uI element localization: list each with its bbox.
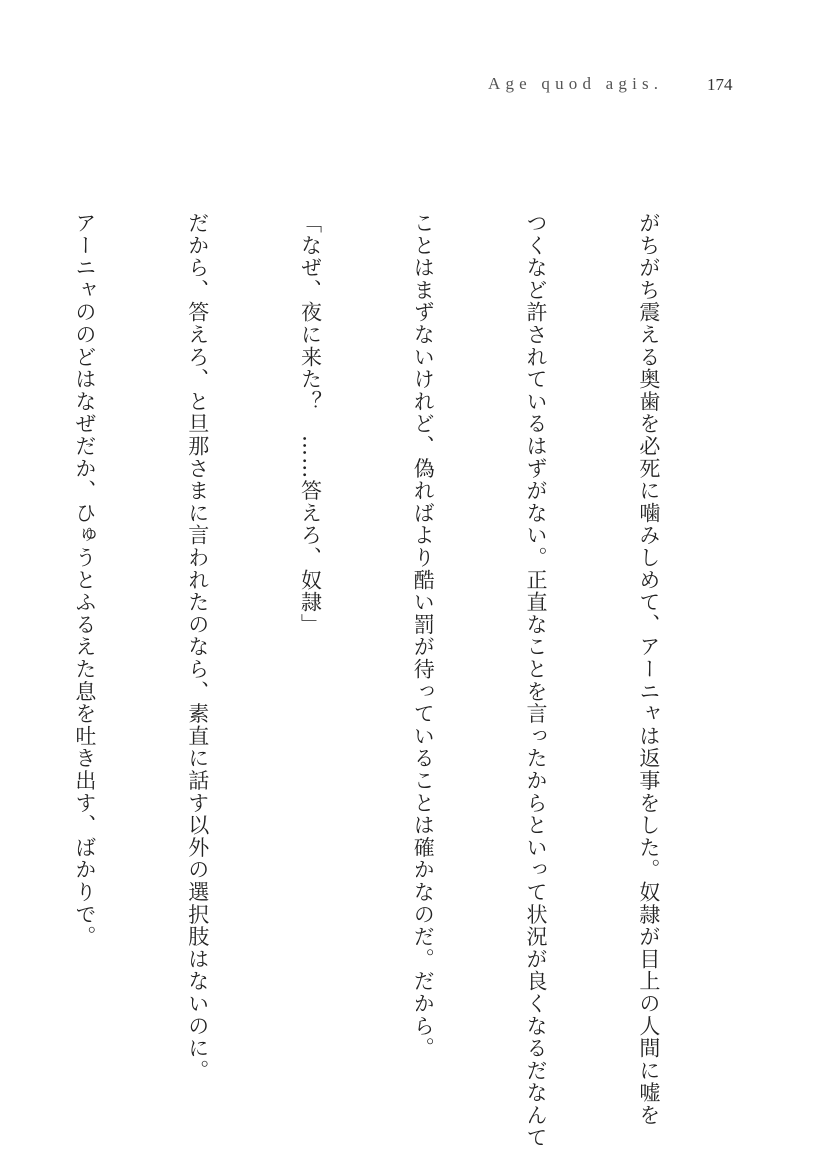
text-line: つくなど許されているはずがない。正直なことを言ったからといって状況が良くなるだなんて [524, 212, 549, 1149]
running-title: Age quod agis. [488, 74, 664, 93]
text-line: がちがち震える奥歯を必死に噛みしめて、アーニャは返事をした。奴隷が目上の人間に嘘を [636, 212, 661, 1127]
text-line: アーニャののどはなぜだか、ひゅうとふるえた息を吐き出す、ばかりで。 [72, 212, 97, 948]
text-line: ことはまずないけれど、偽ればより酷い罰が待っていることは確かなのだ。だから。 [411, 212, 436, 1060]
text-line: だから、答えろ、と旦那さまに言われたのなら、素直に話す以外の選択肢はないのに。 [185, 212, 210, 1082]
vertical-text-body [0, 212, 742, 1149]
text-line: 「なぜ、夜に来た？ ……答えろ、奴隷」 [298, 212, 323, 636]
page-number: 174 [707, 75, 733, 94]
